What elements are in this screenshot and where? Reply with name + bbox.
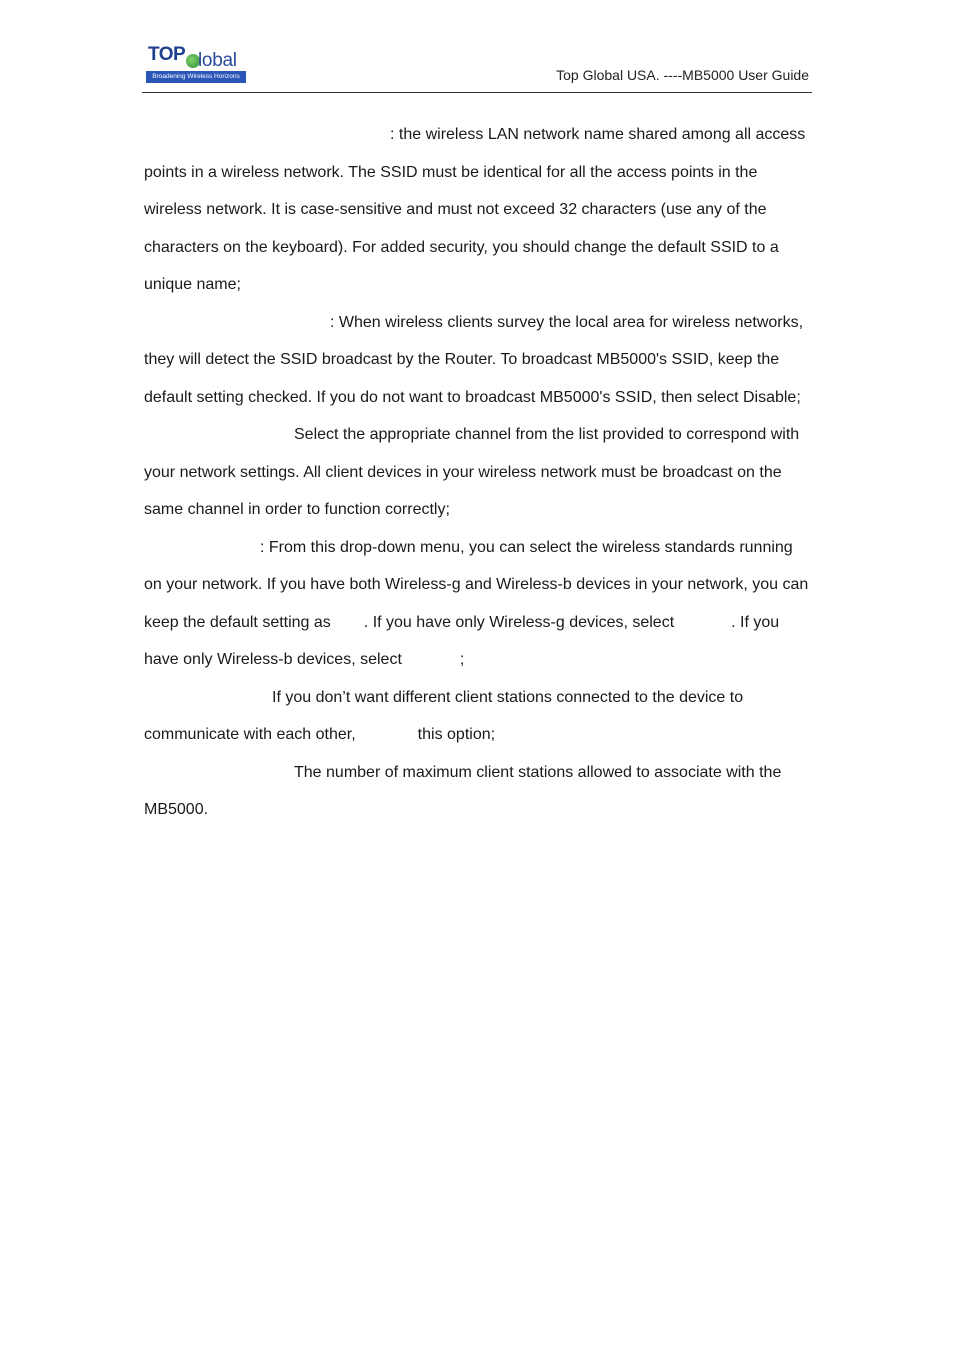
document-body <box>144 116 812 829</box>
isolation-description-2: this option; <box>417 726 496 743</box>
paragraph-broadcast <box>144 304 812 417</box>
logo-global-text: lobal <box>198 50 237 71</box>
paragraph-mode <box>144 529 812 679</box>
mode-description-1: : From this drop-down menu, you can select the wireless standards running on your network. If you have both Wireless-g and Wireless-b devices in your network, you can keep the default setting as <box>144 538 809 631</box>
company-logo <box>146 44 246 86</box>
logo-tagline: Broadening Wireless Horizons <box>146 71 246 83</box>
mode-description-2: . If you have only Wireless-g devices, select <box>363 613 675 631</box>
paragraph-max-clients <box>144 754 812 829</box>
mode-description-3: . If you have only Wireless-b devices, select <box>144 613 780 668</box>
paragraph-ssid <box>144 116 812 304</box>
paragraph-channel <box>144 416 812 529</box>
max-clients-description: The number of maximum client stations allowed to associate with the MB5000. <box>144 763 782 818</box>
document-title: Top Global USA. ----MB5000 User Guide <box>556 67 809 83</box>
mode-description-4: ; <box>459 651 465 668</box>
ssid-description: : the wireless LAN network name shared among all access points in a wireless network. The SSID must be identical for all the access points in the wireless network. It is case-sensitive and must not exceed 32 characters (use any of the characters on the keyboard). For added security, you should change the default SSID to a unique name; <box>144 126 806 293</box>
channel-description: Select the appropriate channel from the list provided to correspond with your network settings. All client devices in your wireless network must be broadcast on the same channel in order to function correctly; <box>144 426 800 518</box>
logo-top-text: TOP <box>148 44 186 65</box>
paragraph-isolation <box>144 679 812 754</box>
isolation-description-1: If you don’t want different client stations connected to the device to communicate with each other, <box>144 688 744 743</box>
broadcast-description: : When wireless clients survey the local area for wireless networks, they will detect the SSID broadcast by the Router. To broadcast MB5000's SSID, keep the default setting checked. If you do not want to broadcast MB5000's SSID, then select Disable; <box>144 313 804 406</box>
header-divider <box>142 92 812 93</box>
